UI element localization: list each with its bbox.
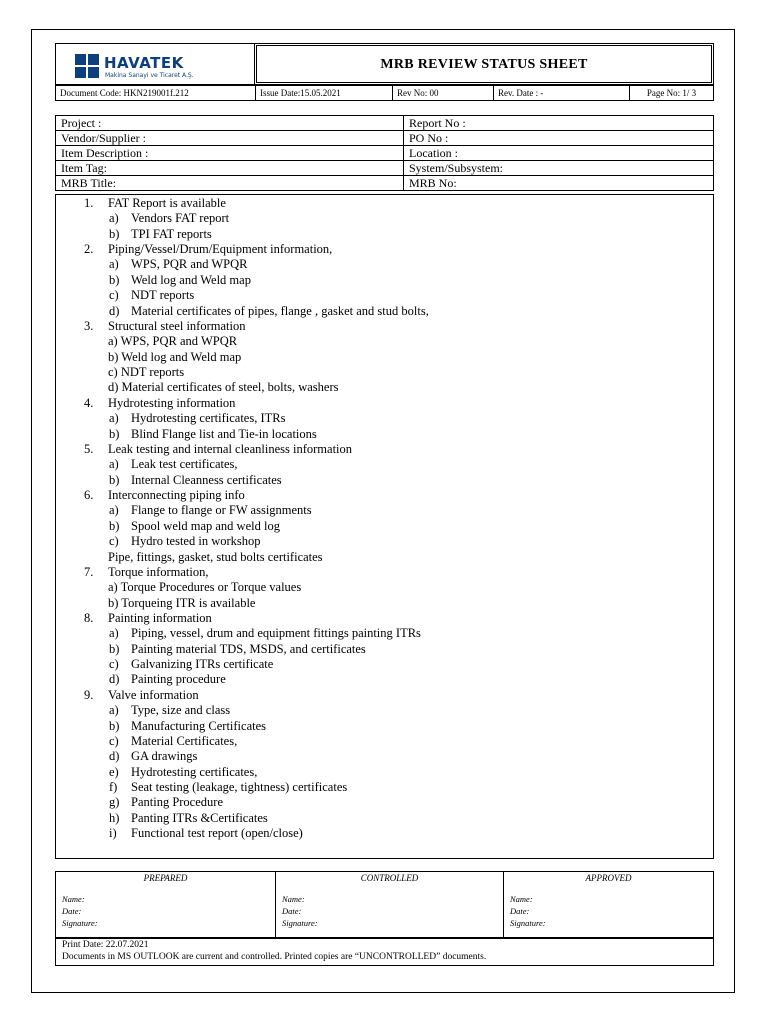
checklist-text: Material Certificates, [131,733,238,748]
checklist-marker: 9. [84,687,94,702]
issue-date: Issue Date:15.05.2021 [256,86,393,101]
logo-text: HAVATEK [104,54,184,72]
checklist-text: c) NDT reports [108,365,185,380]
checklist-text: Leak testing and internal cleanliness information [108,441,353,456]
title-cell [254,43,714,85]
checklist-text: Functional test report (open/close) [131,826,303,841]
project-info-table [55,115,714,191]
document-title: MRB REVIEW STATUS SHEET [380,57,588,72]
print-footer [55,938,714,966]
signature-signature-field[interactable]: Signature: [510,918,546,928]
checklist-marker: a) [109,703,119,718]
rev-date: Rev. Date : - [494,86,630,101]
checklist-text: Piping, vessel, drum and equipment fittings painting ITRs [131,626,421,641]
checklist-marker: c) [109,534,119,549]
checklist-marker: 2. [84,242,94,257]
checklist-marker: a) [109,626,119,641]
checklist-marker: d) [109,672,120,687]
checklist-marker: c) [109,657,119,672]
print-date: Print Date: 22.07.2021 [62,940,149,950]
signature-column-controlled [275,872,503,937]
checklist-marker: a) [109,411,119,426]
checklist-text: Panting Procedure [131,795,223,810]
checklist-marker: b) [109,472,120,487]
checklist-text: Type, size and class [131,703,231,718]
checklist-text: Hydrotesting information [108,395,236,410]
checklist-text: Spool weld map and weld log [131,518,280,533]
checklist-text: Flange to flange or FW assignments [131,503,312,518]
checklist-marker: 1. [84,196,94,210]
info-row [56,146,714,161]
info-label-right: MRB No: [404,176,714,191]
signature-name-field[interactable]: Name: [62,894,85,904]
info-row [56,131,714,146]
checklist-text: Vendors FAT report [131,211,230,226]
info-label-right: PO No : [404,131,714,146]
info-label-left: Item Description : [56,146,404,161]
checklist-text: Material certificates of pipes, flange , gasket and stud bolts, [131,303,429,318]
checklist-text: Valve information [108,687,199,702]
info-label-left: Project : [56,116,404,131]
checklist-marker: a) [109,257,119,272]
signature-signature-field[interactable]: Signature: [282,918,318,928]
checklist-text: d) Material certificates of steel, bolts, washers [108,380,339,395]
checklist-text: b) Weld log and Weld map [108,349,242,364]
checklist-text: Painting material TDS, MSDS, and certificates [131,641,366,656]
signature-block [55,871,714,938]
checklist-marker: h) [109,810,120,825]
checklist-text: Hydrotesting certificates, [131,764,258,779]
checklist-marker: g) [109,795,120,810]
logo-subtitle: Makina Sanayi ve Ticaret A.Ş. [105,72,194,79]
checklist-marker: 6. [84,488,94,503]
havatek-logo-icon [75,54,99,78]
checklist-marker: a) [109,457,119,472]
checklist-marker: c) [109,288,119,303]
checklist-text: GA drawings [131,749,198,764]
uncontrolled-notice: Documents in MS OUTLOOK are current and controlled. Printed copies are “UNCONTROLLED” documents. [62,952,487,962]
info-row [56,116,714,131]
signature-date-field[interactable]: Date: [282,906,302,916]
checklist-marker: a) [109,211,119,226]
document-header [55,43,714,101]
checklist-text: Internal Cleanness certificates [131,472,282,487]
info-label-right: Location : [404,146,714,161]
signature-heading: APPROVED [585,873,632,883]
checklist-box [55,194,714,859]
rev-no: Rev No: 00 [393,86,494,101]
checklist-marker: d) [109,749,120,764]
checklist-marker: b) [109,518,120,533]
checklist-text: TPI FAT reports [131,226,212,241]
checklist-text: Leak test certificates, [131,457,238,472]
info-label-left: MRB Title: [56,176,404,191]
checklist-text: Blind Flange list and Tie-in locations [131,426,317,441]
signature-heading: CONTROLLED [360,873,419,883]
checklist-text: Seat testing (leakage, tightness) certificates [131,780,348,795]
checklist-marker: d) [109,303,120,318]
checklist-marker: b) [109,272,120,287]
checklist-text: Galvanizing ITRs certificate [131,657,274,672]
info-label-right: Report No : [404,116,714,131]
checklist-text: Manufacturing Certificates [131,718,267,733]
checklist-text: Painting information [108,610,212,625]
checklist-text: Piping/Vessel/Drum/Equipment information, [108,242,333,257]
checklist-marker: b) [109,226,120,241]
checklist-text: Structural steel information [108,318,246,333]
checklist-marker: b) [109,641,120,656]
checklist-marker: 7. [84,564,94,579]
checklist-marker: e) [109,764,119,779]
checklist-marker: 4. [84,395,94,410]
info-row [56,176,714,191]
checklist-text: b) Torqueing ITR is available [108,595,256,610]
checklist-marker: b) [109,426,120,441]
checklist-text: Painting procedure [131,672,226,687]
page-no: Page No: 1/ 3 [630,86,714,101]
signature-heading: PREPARED [143,873,188,883]
checklist-marker: a) [109,503,119,518]
checklist-text: a) WPS, PQR and WPQR [108,334,238,349]
checklist-text: Hydro tested in workshop [131,534,261,549]
info-row [56,161,714,176]
checklist-marker: b) [109,718,120,733]
checklist-text: Weld log and Weld map [131,272,251,287]
checklist-text: FAT Report is available [108,196,226,210]
signature-date-field[interactable]: Date: [510,906,530,916]
checklist-text: NDT reports [131,288,195,303]
signature-column-approved [503,872,713,937]
checklist-marker: 8. [84,610,94,625]
checklist-text: Hydrotesting certificates, ITRs [131,411,286,426]
checklist-marker: c) [109,733,119,748]
checklist-text: Pipe, fittings, gasket, stud bolts certificates [108,549,323,564]
signature-date-field[interactable]: Date: [62,906,82,916]
logo-cell [55,43,255,85]
document-code: Document Code: HKN219001f.212 [56,86,256,101]
checklist-marker: 5. [84,441,94,456]
checklist-marker: i) [109,826,117,841]
checklist-text: WPS, PQR and WPQR [131,257,248,272]
signature-column-prepared [56,872,275,937]
checklist-text: Panting ITRs &Certificates [131,810,268,825]
info-label-right: System/Subsystem: [404,161,714,176]
signature-name-field[interactable]: Name: [510,894,533,904]
checklist-text: Interconnecting piping info [108,488,245,503]
checklist-marker: f) [109,780,118,795]
signature-name-field[interactable]: Name: [282,894,305,904]
signature-signature-field[interactable]: Signature: [62,918,98,928]
checklist-text: a) Torque Procedures or Torque values [108,580,302,595]
checklist-text: Torque information, [108,564,209,579]
document-meta-row [55,85,714,101]
info-label-left: Item Tag: [56,161,404,176]
checklist-marker: 3. [84,318,94,333]
info-label-left: Vendor/Supplier : [56,131,404,146]
